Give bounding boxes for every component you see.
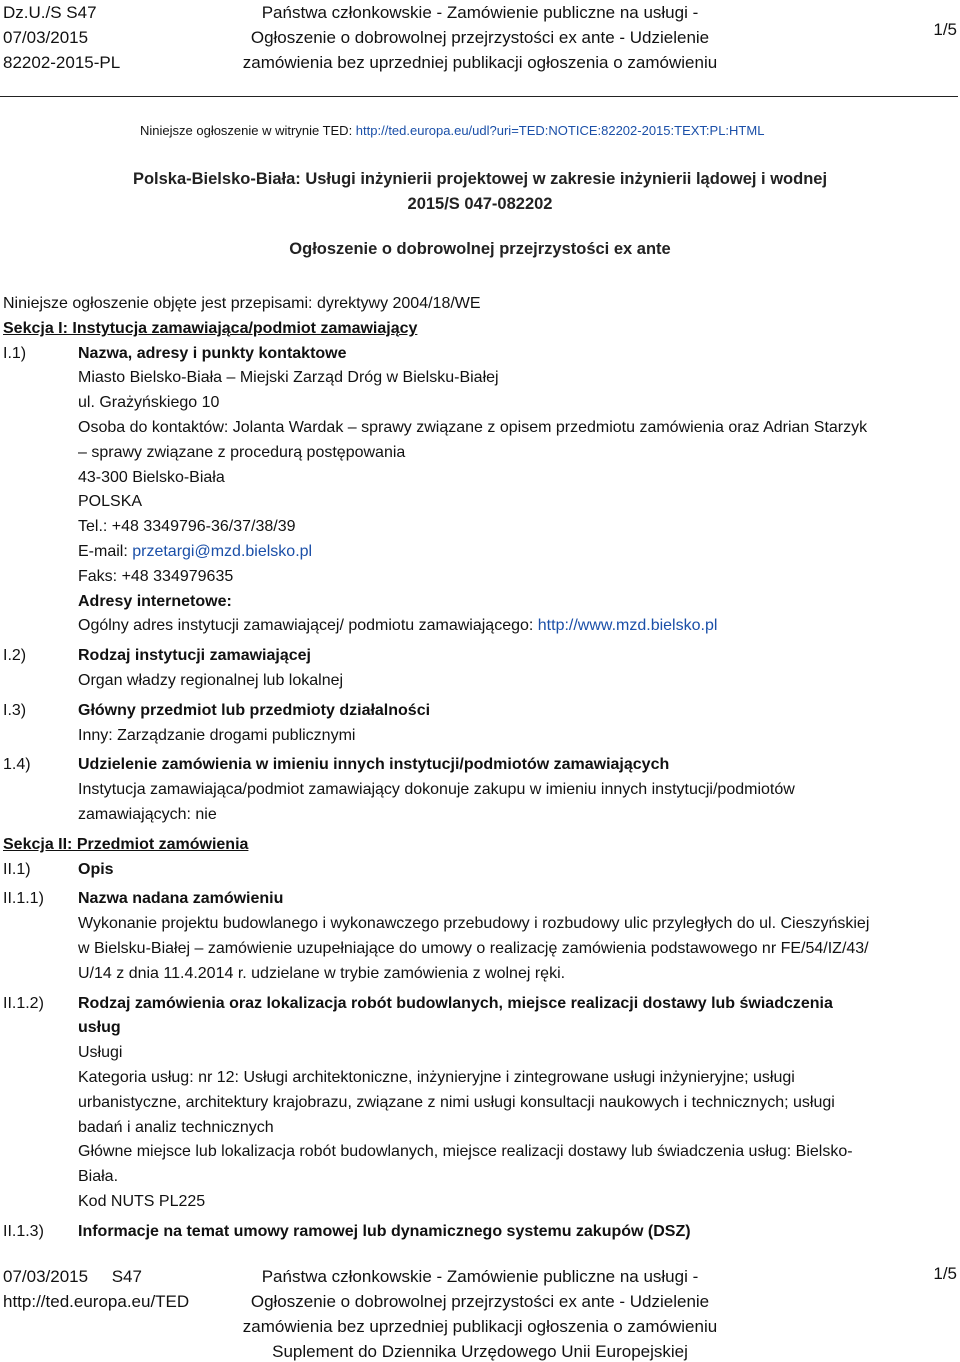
footer-date-issue: 07/03/2015 S47: [3, 1267, 142, 1286]
page-number: 1/5: [933, 20, 957, 39]
footer-page-number: 1/5: [933, 1264, 957, 1283]
directive-text: Niniejsze ogłoszenie objęte jest przepisami: dyrektywy 2004/18/WE: [3, 295, 481, 312]
item-label: Rodzaj zamówienia oraz lokalizacja robót budowlanych, miejsce realizacji dostawy lub świadczenia: [78, 994, 833, 1012]
item-number: I.3): [3, 701, 27, 719]
ted-link[interactable]: http://ted.europa.eu/udl?uri=TED:NOTICE:82202-2015:TEXT:PL:HTML: [355, 123, 765, 138]
place-of-performance: Biała.: [78, 1168, 119, 1186]
notice-number: 2015/S 047-082202: [407, 195, 553, 213]
section-i2: [3, 644, 958, 694]
item-value: zamawiających: nie: [78, 805, 217, 823]
item-number: II.1.3): [3, 1222, 44, 1240]
item-number: I.2): [3, 647, 27, 665]
section-ii11: [3, 887, 958, 986]
nuts-code: Kod NUTS PL225: [78, 1192, 206, 1210]
place-of-performance: Główne miejsce lub lokalizacja robót budowlanych, miejsce realizacji dostawy lub świadczenia usług: Bielsko-: [78, 1143, 853, 1161]
phone: Tel.: +48 3349796-36/37/38/39: [78, 518, 296, 536]
section-i4: [3, 753, 958, 827]
item-number: 1.4): [3, 756, 31, 774]
fax: Faks: +48 334979635: [78, 567, 234, 585]
item-label: Nazwa, adresy i punkty kontaktowe: [78, 344, 347, 362]
email-label: E-mail:: [78, 542, 133, 560]
header-title: [200, 0, 760, 75]
contact-person: Osoba do kontaktów: Jolanta Wardak – sprawy związane z opisem przedmiotu zamówienia oraz Adrian Starzyk: [78, 418, 868, 436]
footer-title-line: Suplement do Dziennika Urzędowego Unii Europejskiej: [272, 1342, 688, 1361]
email-link[interactable]: przetargi@mzd.bielsko.pl: [132, 542, 313, 560]
contact-person-cont: – sprawy związane z procedurą postępowania: [78, 443, 406, 461]
postal-city: 43-300 Bielsko-Biała: [78, 468, 225, 486]
footer-title-line: zamówienia bez uprzedniej publikacji ogłoszenia o zamówieniu: [242, 1317, 718, 1336]
item-number: I.1): [3, 344, 27, 362]
footer-title-line: Państwa członkowskie - Zamówienie publiczne na usługi -: [261, 1267, 699, 1286]
item-number: II.1.2): [3, 994, 44, 1012]
notice-type: Ogłoszenie o dobrowolnej przejrzystości ex ante: [289, 240, 671, 258]
section-i3: [3, 699, 958, 749]
footer-left: [3, 1264, 189, 1314]
section-ii12: [3, 992, 958, 1215]
notice-title: Polska-Bielsko-Biała: Usługi inżynierii projektowej w zakresie inżynierii lądowej i wodnej: [132, 170, 828, 188]
page-header: [0, 0, 960, 98]
header-left: [3, 0, 120, 75]
item-value: U/14 z dnia 11.4.2014 r. udzielane w trybie zamówienia z wolnej ręki.: [78, 964, 566, 982]
notice-body: [3, 292, 958, 1244]
country: POLSKA: [78, 493, 143, 511]
item-label: Główny przedmiot lub przedmioty działalności: [78, 701, 431, 719]
item-label: Informacje na temat umowy ramowej lub dynamicznego systemu zakupów (DSZ): [78, 1222, 691, 1240]
header-title-line: zamówienia bez uprzedniej publikacji ogłoszenia o zamówieniu: [242, 53, 718, 72]
header-divider: [0, 96, 958, 97]
web-line: [78, 614, 958, 639]
service-category: badań i analiz technicznych: [78, 1118, 274, 1136]
item-value: w Bielsku-Białej – zamówienie uzupełniające do umowy o realizację zamówienia podstawowego nr FE/54/IZ/43/: [78, 939, 869, 957]
web-link[interactable]: http://www.mzd.bielsko.pl: [537, 617, 718, 635]
item-value: Inny: Zarządzanie drogami publicznymi: [78, 726, 356, 744]
web-prefix: Ogólny adres instytucji zamawiającej/ podmiotu zamawiającego:: [78, 617, 538, 635]
item-label: Udzielenie zamówienia w imieniu innych instytucji/podmiotów zamawiających: [78, 756, 670, 774]
doc-date: 07/03/2015: [3, 28, 89, 47]
item-value: Instytucja zamawiająca/podmiot zamawiający dokonuje zakupu w imieniu innych instytucji/podmiotów: [78, 781, 795, 799]
footer-title: [200, 1264, 760, 1362]
section-2-heading: Sekcja II: Przedmiot zamówienia: [3, 835, 249, 853]
item-label: Opis: [78, 860, 114, 878]
item-value: Organ władzy regionalnej lub lokalnej: [78, 671, 344, 689]
item-label: usług: [78, 1019, 121, 1037]
street: ul. Grażyńskiego 10: [78, 394, 220, 412]
footer-title-line: Ogłoszenie o dobrowolnej przejrzystości ex ante - Udzielenie: [250, 1292, 710, 1311]
section-ii13: [3, 1220, 958, 1245]
footer-url[interactable]: http://ted.europa.eu/TED: [3, 1292, 190, 1311]
service-category: Kategoria usług: nr 12: Usługi architektoniczne, inżynieryjne i zintegrowane usługi inżynieryjne; usługi: [78, 1068, 795, 1086]
ted-link-line: [140, 123, 764, 138]
doc-id: 82202-2015-PL: [3, 53, 121, 72]
section-1-heading: Sekcja I: Instytucja zamawiająca/podmiot zamawiający: [3, 319, 418, 337]
item-number: II.1): [3, 860, 31, 878]
item-label: Rodzaj instytucji zamawiającej: [78, 647, 311, 665]
item-value: Wykonanie projektu budowlanego i wykonawczego przebudowy i rozbudowy ulic przyległych do ul. Cieszyńskiej: [78, 915, 870, 933]
doc-ref: Dz.U./S S47: [3, 3, 97, 22]
org-name: Miasto Bielsko-Biała – Miejski Zarząd Dróg w Bielsku-Białej: [78, 369, 499, 387]
header-title-line: Państwa członkowskie - Zamówienie publiczne na usługi -: [261, 3, 699, 22]
section-i1: [3, 342, 958, 640]
page-footer: [0, 1264, 960, 1362]
item-number: II.1.1): [3, 890, 44, 908]
web-label: Adresy internetowe:: [78, 592, 232, 610]
item-label: Nazwa nadana zamówieniu: [78, 890, 284, 908]
ted-prefix: Niniejsze ogłoszenie w witrynie TED:: [140, 123, 356, 138]
service-category: urbanistyczne, architektury krajobrazu, związane z nimi usługi konsultacji naukowych i technicznych; usługi: [78, 1093, 835, 1111]
email-line: [78, 540, 958, 565]
contract-type: Usługi: [78, 1044, 123, 1062]
header-title-line: Ogłoszenie o dobrowolnej przejrzystości ex ante - Udzielenie: [250, 28, 710, 47]
section-ii1: [3, 858, 958, 883]
